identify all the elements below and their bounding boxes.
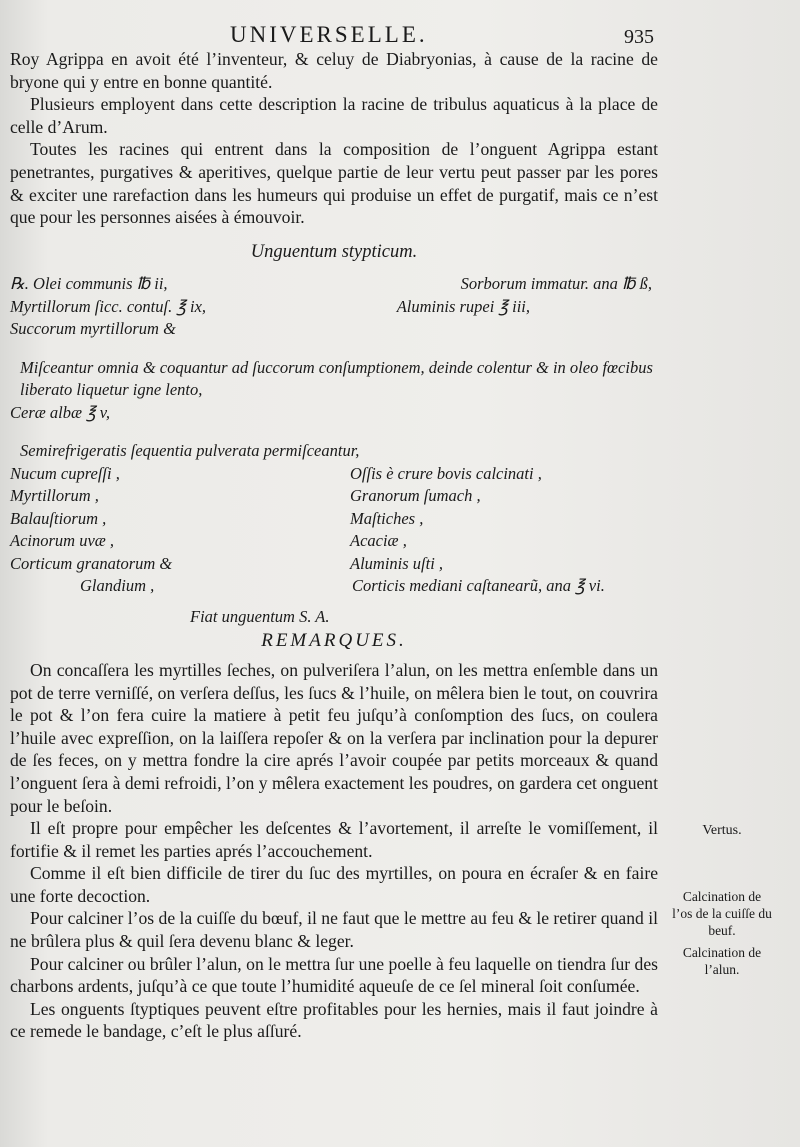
ingredient-left: Balauſtiorum , [10, 508, 107, 528]
page-number: 935 [624, 26, 654, 48]
recipe-row [10, 402, 658, 425]
ingredient-left: Myrtillorum , [10, 486, 99, 506]
page-body [10, 48, 658, 1043]
ingredient-right: Aluminis uſti , [350, 553, 444, 573]
paragraph-agrippa-origin: Roy Agrippa en avoit été l’inventeur, & celuy de Diabryonias, à cause de la racine de bryone qui y entre en bonne quantité. [10, 49, 658, 92]
remark-paragraph: Les onguents ſtyptiques peuvent eſtre profitables pour les hernies, mais il faut joindre à ce remede le bandage, c’eſt le plus aſſuré. [10, 998, 658, 1042]
instruction-text: Semirefrigeratis ſequentia pulverata permiſceantur, [20, 441, 360, 461]
ingredient-right: Acaciæ , [350, 531, 407, 551]
recipe-row [10, 318, 658, 341]
margin-note-calcination-alun: Calcination de l’alun. [682, 945, 762, 977]
ingredient-row [10, 575, 658, 598]
remark-paragraph: On concaſſera les myrtilles ſeches, on pulveriſera l’alun, on les mettra enſemble dans un pot de terre verniſſé, on verſera deſſus, les ſucs & l’huile, on mêlera bien le tout, on couvrira le pot & l’on fera cuire la matiere à petit feu juſqu’à conſomption des ſucs, on coulera l’huile avec expreſſion, on la laiſſera repoſer & on la verſera par inclination pour la depurer de ſes feces, on y mettra fondre la cire aprés l’avoir coupée par petits morceaux & quand l’onguent ſera à demi refroidi, l’on y mêlera exactement les poudres, on gardera cet onguent pour le beſoin. [10, 659, 658, 816]
ingredient-right: Maſtiches , [350, 508, 424, 528]
ingredient-left: Acinorum uvæ , [10, 531, 115, 551]
paragraph-tribulus: Plusieurs employent dans cette description la racine de tribulus aquaticus à la place de celle d’Arum. [10, 94, 658, 137]
recipe-line: Succorum myrtillorum & [10, 319, 176, 339]
ingredient-right: Granorum ſumach , [350, 486, 481, 506]
recipe-title: Unguentum stypticum. [250, 241, 418, 262]
ingredient-left: Nucum cupreſſi , [10, 463, 120, 483]
ingredient-row [10, 463, 658, 486]
ingredient-row [10, 530, 658, 553]
recipe-row [10, 273, 658, 296]
remark-paragraph: Comme il eſt bien difficile de tirer du ſuc des myrtilles, on poura en écraſer & en faire une forte decoction. [10, 863, 658, 906]
running-title: UNIVERSELLE. [230, 22, 428, 47]
ingredient-row [10, 553, 658, 576]
margin-note-calcination-os: Calcination de l’os de la cuiſſe du beuf. [672, 889, 772, 938]
recipe-instruction [10, 357, 658, 402]
recipe-line: Sorborum immatur. ana ℔ ß, [460, 274, 652, 294]
recipe-block [10, 273, 658, 628]
instruction-text: Miſceantur omnia & coquantur ad ſuccorum conſumptionem, deinde colentur & in oleo fœcibus liberato liquetur igne lento, [20, 357, 653, 400]
recipe-row [10, 296, 658, 319]
paragraph-roots: Toutes les racines qui entrent dans la composition de l’onguent Agrippa estant penetrantes, purgatives & aperitives, quelque partie de leur vertu peut passer par les pores & exciter une rarefaction dans les humeurs qui produise un effet de purgatif, mais ce n’est que pour les personnes aisées à émouvoir. [10, 139, 658, 228]
margin-note-vertus: Vertus. [702, 823, 742, 838]
remarques-heading: REMARQUES. [261, 630, 407, 652]
ingredient-row [10, 508, 658, 531]
recipe-line: ℞. Olei communis ℔ ii, [10, 274, 168, 294]
recipe-line: Myrtillorum ſicc. contuſ. ℥ ix, [10, 296, 207, 316]
remark-paragraph: Pour calciner l’os de la cuiſſe du bœuf, il ne faut que le mettre au feu & le retirer quand il ne brûlera plus & quil ſera devenu blanc & leger. [10, 908, 658, 952]
ingredient-right: Oſſis è crure bovis calcinati , [350, 463, 542, 483]
recipe-line: Ceræ albæ ℥ v, [10, 402, 110, 422]
ingredient-table [10, 463, 658, 598]
ingredient-left: Corticum granatorum & [10, 553, 173, 573]
ingredient-right: Corticis mediani caſtanearũ, ana ℥ vi. [351, 576, 605, 596]
remark-paragraph: Pour calciner ou brûler l’alun, on le mettra ſur une poelle à feu laquelle on tiendra ſur des charbons ardents, juſqu’à ce que toute l’humidité aqueuſe de ce ſel mineral ſoit conſumée. [10, 953, 658, 997]
recipe-instruction [10, 440, 658, 463]
recipe-fiat: Fiat unguentum S. A. [190, 606, 330, 626]
remark-paragraph: Il eſt propre pour empêcher les deſcentes & l’avortement, il arreſte le vomiſſement, il fortifie & il remet les parties aprés l’accouchement. [10, 818, 658, 861]
ingredient-row [10, 485, 658, 508]
ingredient-left: Glandium , [80, 576, 155, 596]
recipe-line: Aluminis rupei ℥ iii, [396, 296, 530, 316]
